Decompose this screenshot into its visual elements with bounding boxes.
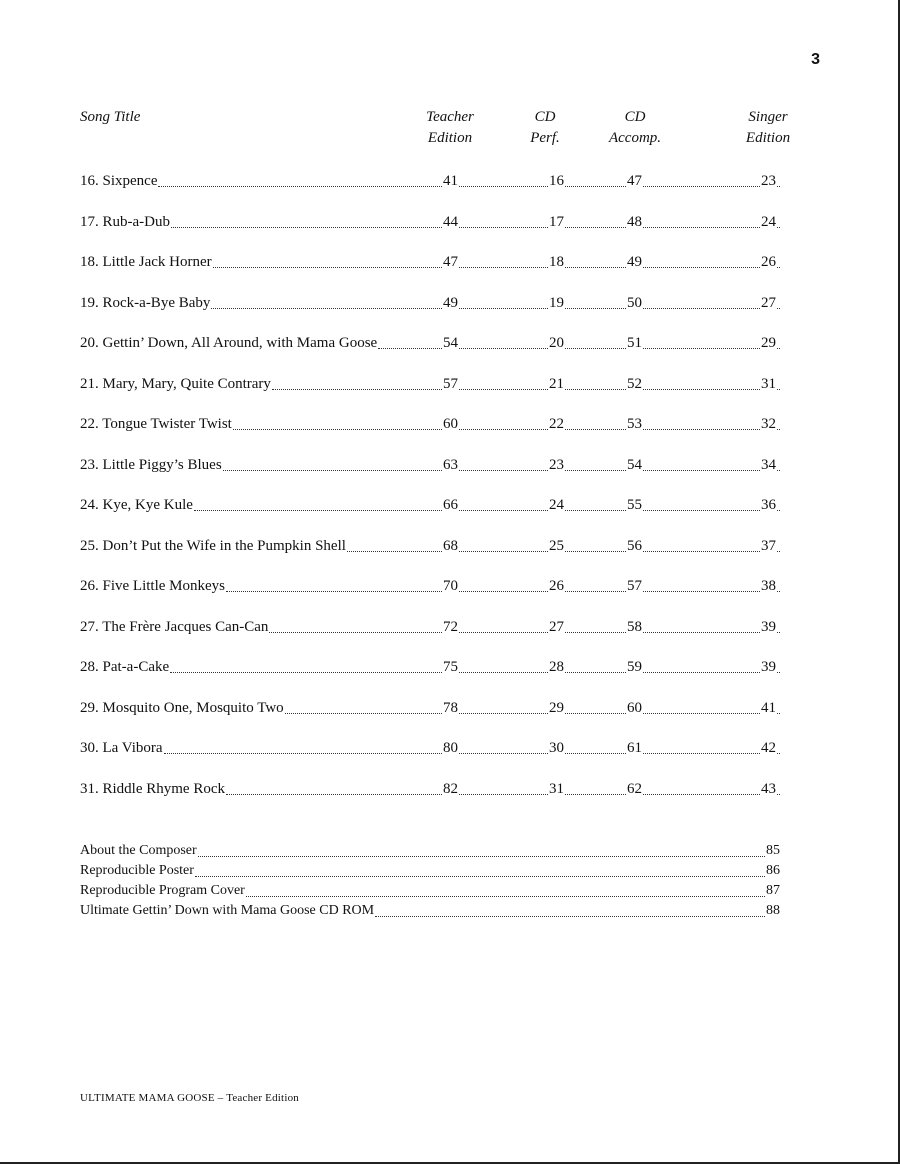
teacher-edition-page: 66 xyxy=(443,497,458,513)
cd-accomp-track: 48 xyxy=(627,213,642,230)
cd-accomp-track: 50 xyxy=(627,294,642,311)
song-row xyxy=(80,293,780,334)
teacher-edition-page: 54 xyxy=(443,335,458,351)
teacher-edition-page: 63 xyxy=(443,456,458,473)
singer-edition-page: 39 xyxy=(761,659,776,675)
singer-edition-page: 41 xyxy=(761,699,776,716)
song-row xyxy=(80,333,780,374)
singer-edition-page: 34 xyxy=(761,456,776,473)
song-leader xyxy=(80,414,780,434)
song-leader xyxy=(80,495,780,515)
song-leader xyxy=(80,617,780,637)
song-leader xyxy=(80,779,780,799)
song-row xyxy=(80,536,780,577)
song-title: 25. Don’t Put the Wife in the Pumpkin Shell xyxy=(80,537,346,554)
dot-leader xyxy=(269,631,780,633)
header-teacher-line2: Edition xyxy=(427,130,473,146)
teacher-edition-page: 60 xyxy=(443,416,458,432)
song-row xyxy=(80,738,780,779)
dot-leader xyxy=(272,388,780,390)
song-leader xyxy=(80,738,780,758)
header-singer-edition xyxy=(728,107,808,149)
dot-leader xyxy=(378,347,780,349)
song-row xyxy=(80,414,780,455)
singer-edition-page: 43 xyxy=(761,780,776,797)
song-leader xyxy=(80,171,780,191)
song-leader xyxy=(80,536,780,556)
song-leader xyxy=(80,455,780,475)
header-accomp-line1: CD xyxy=(624,109,646,125)
song-leader xyxy=(80,374,780,394)
cd-accomp-track: 52 xyxy=(627,375,642,392)
extra-row xyxy=(80,841,780,861)
cd-perf-track: 30 xyxy=(549,740,564,756)
song-title: 28. Pat-a-Cake xyxy=(80,659,170,675)
extra-title: Reproducible Program Cover xyxy=(80,883,245,898)
cd-accomp-track: 61 xyxy=(627,740,642,756)
toc-header xyxy=(80,107,800,151)
dot-leader xyxy=(233,428,780,430)
cd-accomp-track: 47 xyxy=(627,173,642,189)
song-leader xyxy=(80,293,780,313)
song-leader xyxy=(80,212,780,232)
dot-leader xyxy=(226,793,780,795)
singer-edition-page: 23 xyxy=(761,173,776,189)
teacher-edition-page: 70 xyxy=(443,578,458,594)
teacher-edition-page: 68 xyxy=(443,537,458,554)
song-row xyxy=(80,212,780,253)
extra-page: 87 xyxy=(766,883,780,898)
song-row xyxy=(80,455,780,496)
teacher-edition-page: 82 xyxy=(443,780,458,797)
song-title: 23. Little Piggy’s Blues xyxy=(80,456,222,473)
page-number: 3 xyxy=(811,51,820,68)
cd-perf-track: 24 xyxy=(549,497,564,513)
extra-row xyxy=(80,881,780,901)
cd-perf-track: 31 xyxy=(549,780,564,797)
song-list xyxy=(80,171,780,819)
singer-edition-page: 37 xyxy=(761,537,776,554)
extras-list xyxy=(80,841,780,921)
cd-perf-track: 27 xyxy=(549,618,564,635)
extra-title: Reproducible Poster xyxy=(80,863,194,878)
cd-perf-track: 21 xyxy=(549,375,564,392)
header-perf-line1: CD xyxy=(534,109,556,125)
teacher-edition-page: 57 xyxy=(443,375,458,392)
cd-accomp-track: 51 xyxy=(627,335,642,351)
header-accomp-line2: Accomp. xyxy=(608,130,662,146)
cd-accomp-track: 62 xyxy=(627,780,642,797)
dot-leader xyxy=(223,469,780,471)
header-cd-perf xyxy=(510,107,580,149)
cd-accomp-track: 57 xyxy=(627,578,642,594)
cd-perf-track: 23 xyxy=(549,456,564,473)
singer-edition-page: 36 xyxy=(761,497,776,513)
song-leader xyxy=(80,657,780,677)
singer-edition-page: 38 xyxy=(761,578,776,594)
teacher-edition-page: 49 xyxy=(443,294,458,311)
song-title: 31. Riddle Rhyme Rock xyxy=(80,780,225,797)
song-row xyxy=(80,617,780,658)
extra-page: 88 xyxy=(766,903,780,918)
extra-title: About the Composer xyxy=(80,843,197,858)
song-title: 17. Rub-a-Dub xyxy=(80,213,170,230)
header-perf-line2: Perf. xyxy=(530,130,560,146)
extra-title: Ultimate Gettin’ Down with Mama Goose CD ROM xyxy=(80,903,375,918)
song-title: 19. Rock-a-Bye Baby xyxy=(80,294,211,311)
cd-perf-track: 16 xyxy=(549,173,564,189)
dot-leader xyxy=(170,671,780,673)
teacher-edition-page: 47 xyxy=(443,254,458,270)
song-row xyxy=(80,779,780,820)
song-title: 30. La Vibora xyxy=(80,740,163,756)
dot-leader xyxy=(375,915,765,917)
cd-accomp-track: 53 xyxy=(627,416,642,432)
song-row xyxy=(80,576,780,617)
teacher-edition-page: 44 xyxy=(443,213,458,230)
cd-perf-track: 18 xyxy=(549,254,564,270)
extra-page: 85 xyxy=(766,843,780,858)
cd-perf-track: 20 xyxy=(549,335,564,351)
singer-edition-page: 31 xyxy=(761,375,776,392)
song-title: 20. Gettin’ Down, All Around, with Mama Goose xyxy=(80,335,378,351)
dot-leader xyxy=(285,712,780,714)
song-title: 22. Tongue Twister Twist xyxy=(80,416,232,432)
extra-row xyxy=(80,901,780,921)
teacher-edition-page: 72 xyxy=(443,618,458,635)
song-leader xyxy=(80,252,780,272)
footer-text: ULTIMATE MAMA GOOSE – Teacher Edition xyxy=(80,1092,299,1104)
header-cd-accomp xyxy=(595,107,675,149)
dot-leader xyxy=(246,895,765,897)
song-row xyxy=(80,698,780,739)
cd-accomp-track: 54 xyxy=(627,456,642,473)
header-singer-line2: Edition xyxy=(745,130,791,146)
song-title: 26. Five Little Monkeys xyxy=(80,578,225,594)
song-row xyxy=(80,252,780,293)
header-singer-line1: Singer xyxy=(748,109,788,125)
song-title: 24. Kye, Kye Kule xyxy=(80,497,193,513)
song-title: 21. Mary, Mary, Quite Contrary xyxy=(80,375,271,392)
song-leader xyxy=(80,698,780,718)
song-row xyxy=(80,374,780,415)
cd-perf-track: 29 xyxy=(549,699,564,716)
cd-perf-track: 28 xyxy=(549,659,564,675)
teacher-edition-page: 75 xyxy=(443,659,458,675)
teacher-edition-page: 78 xyxy=(443,699,458,716)
song-title: 27. The Frère Jacques Can-Can xyxy=(80,618,269,635)
cd-accomp-track: 56 xyxy=(627,537,642,554)
cd-accomp-track: 58 xyxy=(627,618,642,635)
cd-accomp-track: 60 xyxy=(627,699,642,716)
cd-perf-track: 22 xyxy=(549,416,564,432)
song-leader xyxy=(80,333,780,353)
singer-edition-page: 26 xyxy=(761,254,776,270)
dot-leader xyxy=(194,509,780,511)
dot-leader xyxy=(226,590,780,592)
cd-perf-track: 19 xyxy=(549,294,564,311)
singer-edition-page: 29 xyxy=(761,335,776,351)
dot-leader xyxy=(171,226,780,228)
song-row xyxy=(80,171,780,212)
singer-edition-page: 42 xyxy=(761,740,776,756)
song-row xyxy=(80,657,780,698)
song-title: 29. Mosquito One, Mosquito Two xyxy=(80,699,284,716)
teacher-edition-page: 41 xyxy=(443,173,458,189)
teacher-edition-page: 80 xyxy=(443,740,458,756)
cd-perf-track: 25 xyxy=(549,537,564,554)
cd-perf-track: 26 xyxy=(549,578,564,594)
dot-leader xyxy=(195,875,765,877)
cd-perf-track: 17 xyxy=(549,213,564,230)
dot-leader xyxy=(213,266,780,268)
song-title: 18. Little Jack Horner xyxy=(80,254,212,270)
header-song-title: Song Title xyxy=(80,109,141,125)
cd-accomp-track: 59 xyxy=(627,659,642,675)
dot-leader xyxy=(198,855,765,857)
header-teacher-edition xyxy=(410,107,490,149)
song-row xyxy=(80,495,780,536)
singer-edition-page: 39 xyxy=(761,618,776,635)
header-teacher-line1: Teacher xyxy=(426,109,474,125)
singer-edition-page: 24 xyxy=(761,213,776,230)
extra-page: 86 xyxy=(766,863,780,878)
dot-leader xyxy=(164,752,780,754)
song-title: 16. Sixpence xyxy=(80,173,158,189)
dot-leader xyxy=(211,307,780,309)
singer-edition-page: 32 xyxy=(761,416,776,432)
singer-edition-page: 27 xyxy=(761,294,776,311)
dot-leader xyxy=(158,185,780,187)
song-leader xyxy=(80,576,780,596)
cd-accomp-track: 55 xyxy=(627,497,642,513)
extra-row xyxy=(80,861,780,881)
cd-accomp-track: 49 xyxy=(627,254,642,270)
